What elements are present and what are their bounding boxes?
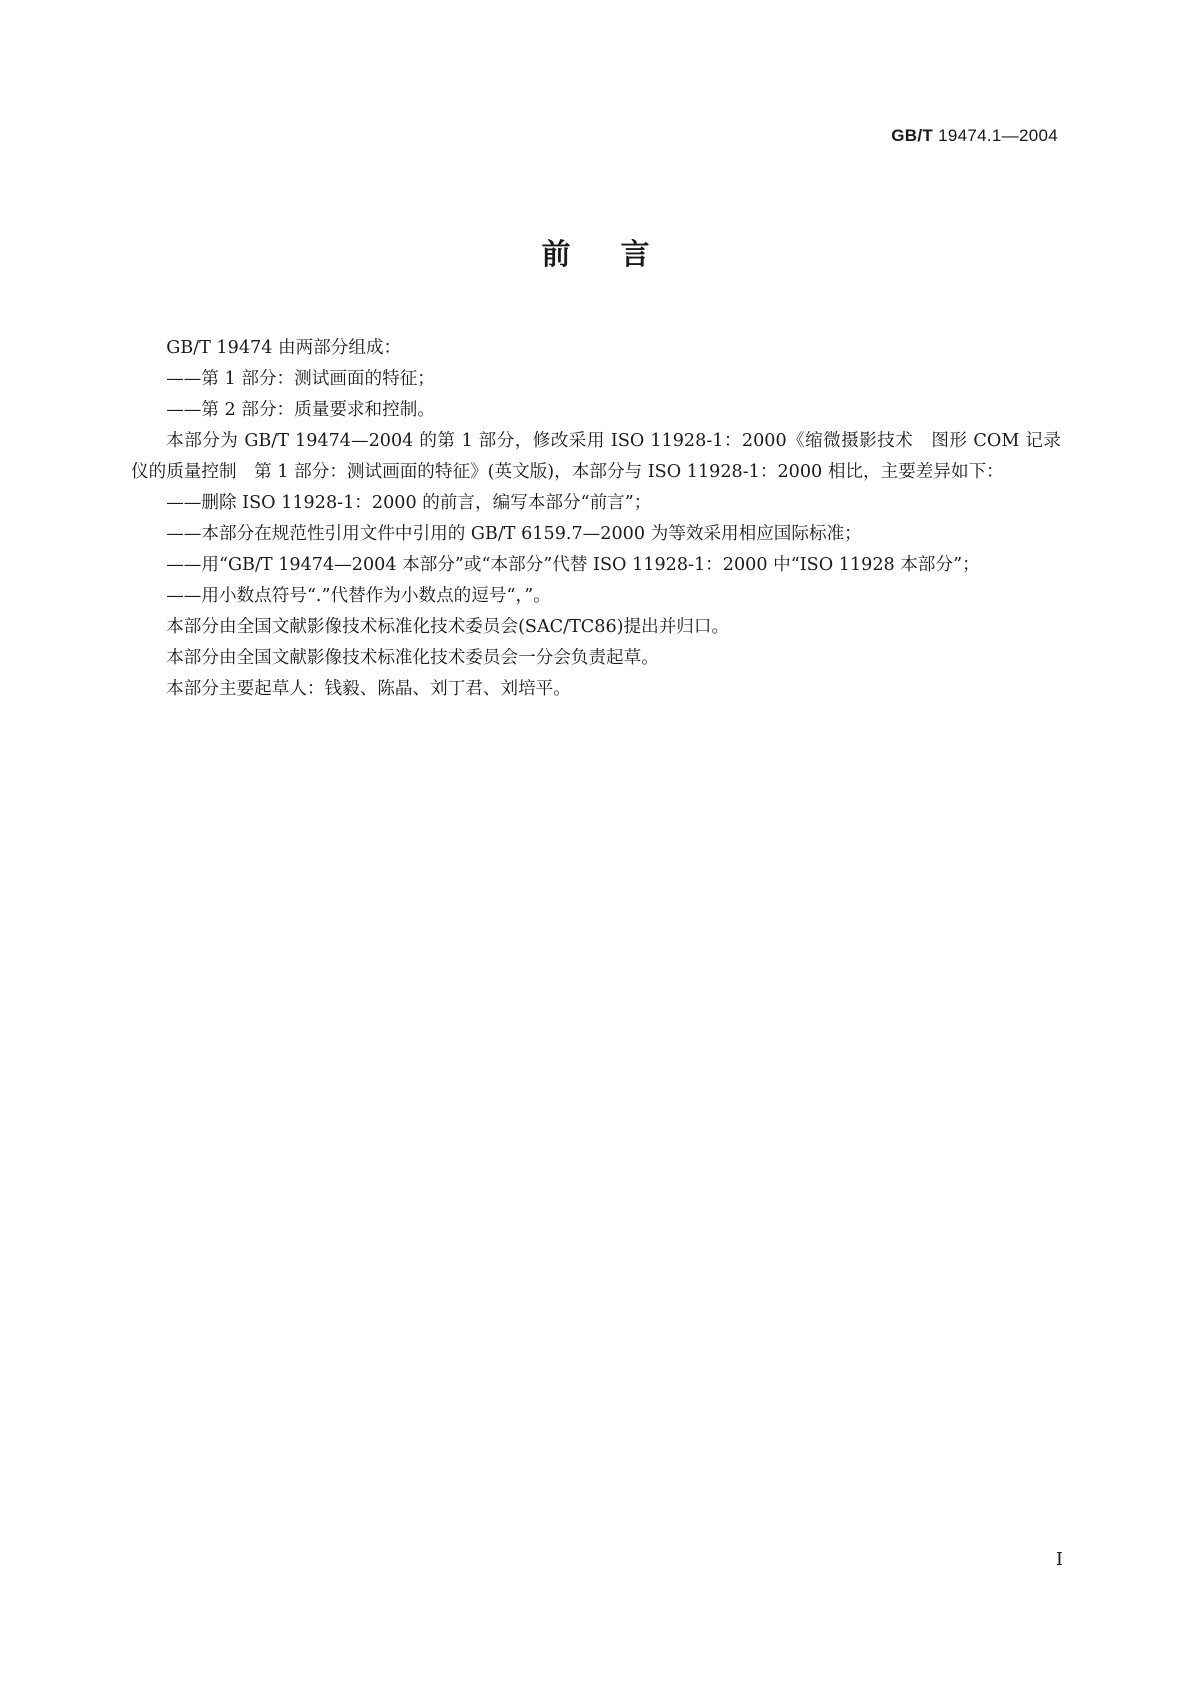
list-item-part-2: ——第 2 部分：质量要求和控制。 [166,400,435,420]
paragraph-composition: GB/T 19474 由两部分组成： [166,338,402,358]
list-item-difference-3: ——用“GB/T 19474—2004 本部分”或“本部分”代替 ISO 11928-1：2000 中“ISO 11928 本部分”； [166,555,980,575]
paragraph-adoption: 本部分为 GB/T 19474—2004 的第 1 部分，修改采用 ISO 11928-1：2000《缩微摄影技术 图形 COM 记录仪的质量控制 第 1 部分：测试画面的特征》(英文版)，本部分与 ISO 11928-1：2000 相比，主要差异如下： [131,431,1061,482]
standard-prefix: GB/T [891,126,934,145]
page-number: I [1055,1549,1063,1570]
standard-code: 19474.1—2004 [938,126,1058,145]
paragraph-drafters: 本部分主要起草人：钱毅、陈晶、刘丁君、刘培平。 [166,679,571,699]
paragraph-drafting-unit: 本部分由全国文献影像技术标准化技术委员会一分会负责起草。 [166,648,659,668]
list-item-difference-1: ——删除 ISO 11928-1：2000 的前言，编写本部分“前言”； [166,493,652,513]
list-item-difference-4: ——用小数点符号“.”代替作为小数点的逗号“，”。 [166,586,551,606]
page-title: 前言 [541,237,700,271]
list-item-difference-2: ——本部分在规范性引用文件中引用的 GB/T 6159.7—2000 为等效采用相应国际标准； [166,524,862,544]
list-item-part-1: ——第 1 部分：测试画面的特征； [166,369,435,389]
foreword-body [131,333,1061,705]
paragraph-proposer: 本部分由全国文献影像技术标准化技术委员会(SAC/TC86)提出并归口。 [166,617,730,637]
standard-number [891,126,1058,146]
